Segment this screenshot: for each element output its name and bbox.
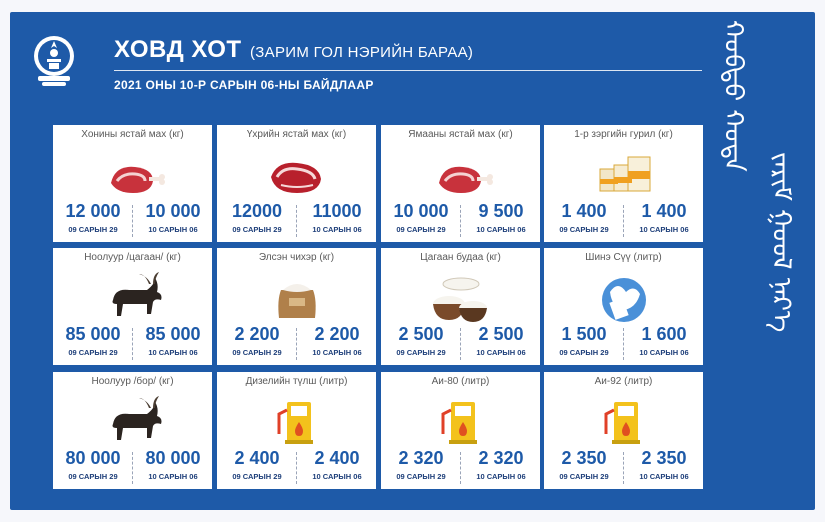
product-name: Дизелийн түлш (литр) bbox=[245, 376, 348, 387]
price-oct-06: 80 000 bbox=[145, 448, 201, 468]
price-oct-06: 2 320 bbox=[478, 448, 524, 468]
date-sep-29: 09 САРЫН 29 bbox=[232, 472, 282, 481]
price-card-7 bbox=[381, 248, 540, 365]
infographic-panel bbox=[10, 12, 815, 510]
price-sep-29: 12 000 bbox=[65, 201, 121, 221]
date-oct-06: 10 САРЫН 06 bbox=[476, 225, 526, 234]
date-sep-29: 09 САРЫН 29 bbox=[232, 348, 282, 357]
product-name: Ноолуур /цагаан/ (кг) bbox=[84, 252, 181, 263]
date-sep-29: 09 САРЫН 29 bbox=[232, 225, 282, 234]
beef-icon bbox=[257, 147, 336, 205]
price-card-1 bbox=[53, 125, 212, 242]
product-name: Элсэн чихэр (кг) bbox=[258, 252, 335, 263]
mongolian-script-column-2: ᠵᠠᠷᠢᠮ ᠭᠣᠤᠯ ᠨᠡᠷ᠎ᠡ bbox=[766, 152, 796, 333]
date-sep-29: 09 САРЫН 29 bbox=[559, 225, 609, 234]
price-card-5 bbox=[53, 248, 212, 365]
price-sep-29: 85 000 bbox=[65, 324, 121, 344]
page-subtitle: (ЗАРИМ ГОЛ НЭРИЙН БАРАА) bbox=[250, 44, 474, 61]
date-oct-06: 10 САРЫН 06 bbox=[148, 348, 198, 357]
product-name: Аи-80 (литр) bbox=[431, 376, 490, 387]
price-sep-29: 10 000 bbox=[393, 201, 449, 221]
date-sep-29: 09 САРЫН 29 bbox=[396, 225, 446, 234]
meat-icon bbox=[93, 147, 172, 205]
date-oct-06: 10 САРЫН 06 bbox=[639, 348, 689, 357]
price-sep-29: 1 500 bbox=[561, 324, 607, 344]
date-oct-06: 10 САРЫН 06 bbox=[639, 472, 689, 481]
header-title-row bbox=[114, 36, 473, 64]
date-oct-06: 10 САРЫН 06 bbox=[476, 472, 526, 481]
fuel-pump-icon bbox=[421, 394, 500, 452]
price-sep-29: 80 000 bbox=[65, 448, 121, 468]
price-card-3 bbox=[381, 125, 540, 242]
price-oct-06: 2 500 bbox=[478, 324, 524, 344]
product-name: Цагаан будаа (кг) bbox=[420, 252, 501, 263]
product-name: Үхрийн ястай мах (кг) bbox=[246, 129, 347, 140]
price-grid bbox=[53, 125, 703, 489]
date-oct-06: 10 САРЫН 06 bbox=[476, 348, 526, 357]
price-card-10 bbox=[217, 372, 376, 489]
price-oct-06: 9 500 bbox=[478, 201, 524, 221]
date-line: 2021 ОНЫ 10-Р САРЫН 06-НЫ БАЙДЛААР bbox=[114, 78, 374, 92]
date-oct-06: 10 САРЫН 06 bbox=[148, 225, 198, 234]
price-card-11 bbox=[381, 372, 540, 489]
sugar-sack-icon bbox=[257, 270, 336, 328]
price-sep-29: 2 500 bbox=[398, 324, 444, 344]
price-card-6 bbox=[217, 248, 376, 365]
price-sep-29: 2 400 bbox=[234, 448, 280, 468]
rice-bowl-icon bbox=[421, 270, 500, 328]
page-title: ХОВД ХОТ bbox=[114, 36, 242, 63]
price-oct-06: 1 400 bbox=[641, 201, 687, 221]
price-oct-06: 85 000 bbox=[145, 324, 201, 344]
price-card-12 bbox=[544, 372, 703, 489]
date-oct-06: 10 САРЫН 06 bbox=[312, 472, 362, 481]
price-oct-06: 2 200 bbox=[314, 324, 360, 344]
date-sep-29: 09 САРЫН 29 bbox=[68, 225, 118, 234]
goat-icon bbox=[93, 270, 172, 328]
price-sep-29: 2 200 bbox=[234, 324, 280, 344]
product-name: Ноолуур /бор/ (кг) bbox=[91, 376, 174, 387]
price-sep-29: 2 320 bbox=[398, 448, 444, 468]
date-oct-06: 10 САРЫН 06 bbox=[148, 472, 198, 481]
price-oct-06: 2 350 bbox=[641, 448, 687, 468]
price-sep-29: 1 400 bbox=[561, 201, 607, 221]
price-oct-06: 10 000 bbox=[145, 201, 201, 221]
product-name: Шинэ Сүү (литр) bbox=[585, 252, 662, 263]
fuel-pump-icon bbox=[257, 394, 336, 452]
mongolian-script-column-1: ᠬᠣᠪᠳᠣ ᠬᠣᠲᠠ bbox=[718, 20, 748, 172]
date-sep-29: 09 САРЫН 29 bbox=[68, 472, 118, 481]
price-oct-06: 11000 bbox=[312, 201, 362, 221]
price-card-9 bbox=[53, 372, 212, 489]
date-sep-29: 09 САРЫН 29 bbox=[396, 348, 446, 357]
price-card-2 bbox=[217, 125, 376, 242]
price-sep-29: 12000 bbox=[231, 201, 283, 221]
price-oct-06: 1 600 bbox=[641, 324, 687, 344]
date-oct-06: 10 САРЫН 06 bbox=[312, 225, 362, 234]
price-card-4 bbox=[544, 125, 703, 242]
price-sep-29: 2 350 bbox=[561, 448, 607, 468]
state-emblem-icon bbox=[32, 32, 76, 88]
product-name: Ямааны ястай мах (кг) bbox=[408, 129, 513, 140]
flour-bag-icon bbox=[584, 147, 663, 205]
fuel-pump-icon bbox=[584, 394, 663, 452]
milk-icon bbox=[584, 270, 663, 328]
price-card-8 bbox=[544, 248, 703, 365]
product-name: Аи-92 (литр) bbox=[594, 376, 653, 387]
goat-icon bbox=[93, 394, 172, 452]
date-sep-29: 09 САРЫН 29 bbox=[559, 472, 609, 481]
date-oct-06: 10 САРЫН 06 bbox=[312, 348, 362, 357]
date-sep-29: 09 САРЫН 29 bbox=[396, 472, 446, 481]
product-name: 1-р зэргийн гурил (кг) bbox=[574, 129, 673, 140]
date-oct-06: 10 САРЫН 06 bbox=[639, 225, 689, 234]
price-oct-06: 2 400 bbox=[314, 448, 360, 468]
date-sep-29: 09 САРЫН 29 bbox=[68, 348, 118, 357]
title-divider bbox=[114, 70, 702, 71]
meat-icon bbox=[421, 147, 500, 205]
product-name: Хонины ястай мах (кг) bbox=[81, 129, 184, 140]
date-sep-29: 09 САРЫН 29 bbox=[559, 348, 609, 357]
